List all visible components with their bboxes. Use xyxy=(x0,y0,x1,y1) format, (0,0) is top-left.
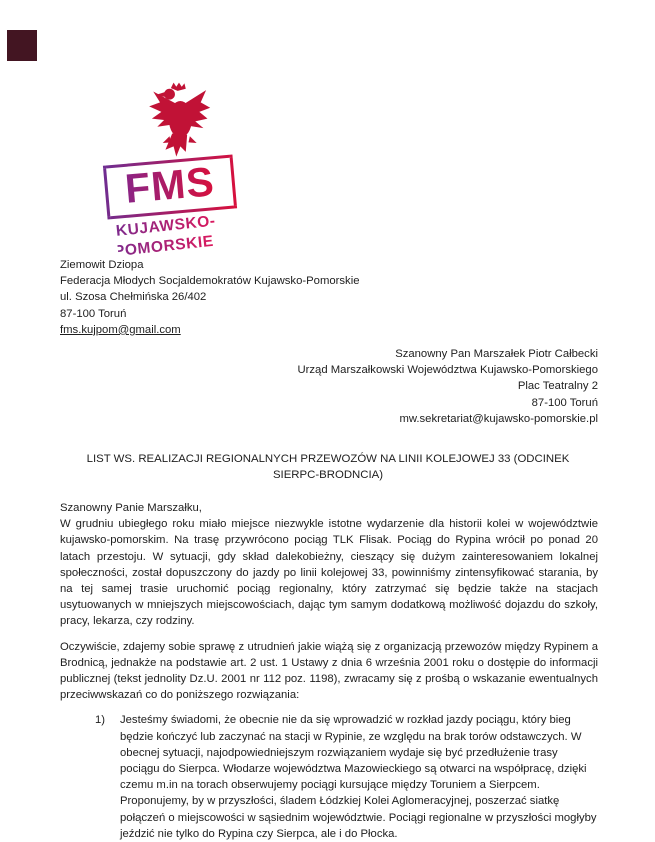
sender-name: Ziemowit Dziopa xyxy=(60,259,144,271)
letter-body xyxy=(60,500,598,842)
eagle-icon xyxy=(145,82,213,162)
fms-acronym: FMS xyxy=(123,158,217,212)
sender-city: 87-100 Toruń xyxy=(60,307,127,320)
letter-subject: LIST WS. REALIZACJI REGIONALNYCH PRZEWOZÓW NA LINII KOLEJOWEJ 33 (ODCINEK SIERPC-BRODNCIA) xyxy=(86,453,570,482)
sender-email-link[interactable]: fms.kujpom@gmail.com xyxy=(60,323,181,336)
recipient-office: Urząd Marszałkowski Województwa Kujawsko-Pomorskiego xyxy=(297,364,598,377)
logo-region-line2: POMORSKIE xyxy=(113,232,215,261)
paragraph-2: Oczywiście, zdajemy sobie sprawę z utrudnień jakie wiążą się z organizacją przewozów między Rypinem a Brodnicą, jednakże na podstawie art. 2 ust. 1 Ustawy z dnia 6 września 2001 roku o dostępie do informacji publicznej (tekst jednolity Dz.U. 2001 nr 112 poz. 1198), zwracamy się z prośbą o wskazanie ewentualnych przeciwwskazań co do poniższego rozwiązania: xyxy=(60,640,598,702)
salutation: Szanowny Panie Marszałku, xyxy=(60,502,202,514)
list-item-marker: 1) xyxy=(95,714,106,727)
list-item-text: Jesteśmy świadomi, że obecnie nie da się wprowadzić w rozkład jazdy pociągu, który bieg będzie kończyć lub zaczynać na stacji w Rypinie, ze względu na brak torów odstawczych. W obecnej sytuacji, najodpowiedniejszym rozwiązaniem wydaje się być przedłużenie trasy pociągu do Sierpca. Włodarze województwa Mazowieckiego są otwarci na współpracę, dzięki czemu m.in na torach obserwujemy pociągi kursujące między Toruniem a Sierpcem. Proponujemy, by w przyszłości, śladem Łódzkiej Kolei Aglomeracyjnej, poszerzać siatkę połączeń o miejscowości w sąsiednim województwie. Pociągi regionalne w przyszłości mogłyby jeździć nie tylko do Rypina czy Sierpca, ale i do Płocka. xyxy=(120,714,597,840)
recipient-email: mw.sekretariat@kujawsko-pomorskie.pl xyxy=(399,412,598,425)
recipient-city: 87-100 Toruń xyxy=(531,396,598,409)
logo-region-line1: KUJAWSKO- xyxy=(115,212,217,240)
recipient-block xyxy=(297,346,598,427)
sender-street: ul. Szosa Chełmińska 26/402 xyxy=(60,291,207,304)
recipient-name: Szanowny Pan Marszałek Piotr Całbecki xyxy=(395,348,598,360)
list-item xyxy=(60,712,598,842)
logo-region-text xyxy=(115,212,219,263)
sender-block xyxy=(60,257,360,338)
recipient-street: Plac Teatralny 2 xyxy=(517,380,598,393)
sender-organization: Federacja Młodych Socjaldemokratów Kujawsko-Pomorskie xyxy=(60,275,360,288)
paragraph-1: W grudniu ubiegłego roku miało miejsce niezwykle istotne wydarzenie dla historii kolei w województwie kujawsko-pomorskim. Na trasę przywrócono pociąg TLK Flisak. Pociąg do Rypina wrócił po ponad 20 latach przestoju. W sytuacji, gdy skład dalekobieżny, cieszący się dużym zainteresowaniem lokalnej społeczności, został dopuszczony do jazdy po linii kolejowej 33, powinniśmy zintensyfikować starania, by na tej samej trasie uruchomić pociąg regionalny, który zatrzymać się będzie także na stacjach usytuowanych w mniejszych miejscowościach, dając tym samym dodatkową możliwość dojazdu do szkoły, pracy, lekarza, czy rodziny. xyxy=(60,518,598,628)
numbered-list xyxy=(60,712,598,842)
fms-acronym-box xyxy=(103,154,237,219)
corner-mark xyxy=(7,30,37,61)
fms-logo xyxy=(103,82,273,261)
